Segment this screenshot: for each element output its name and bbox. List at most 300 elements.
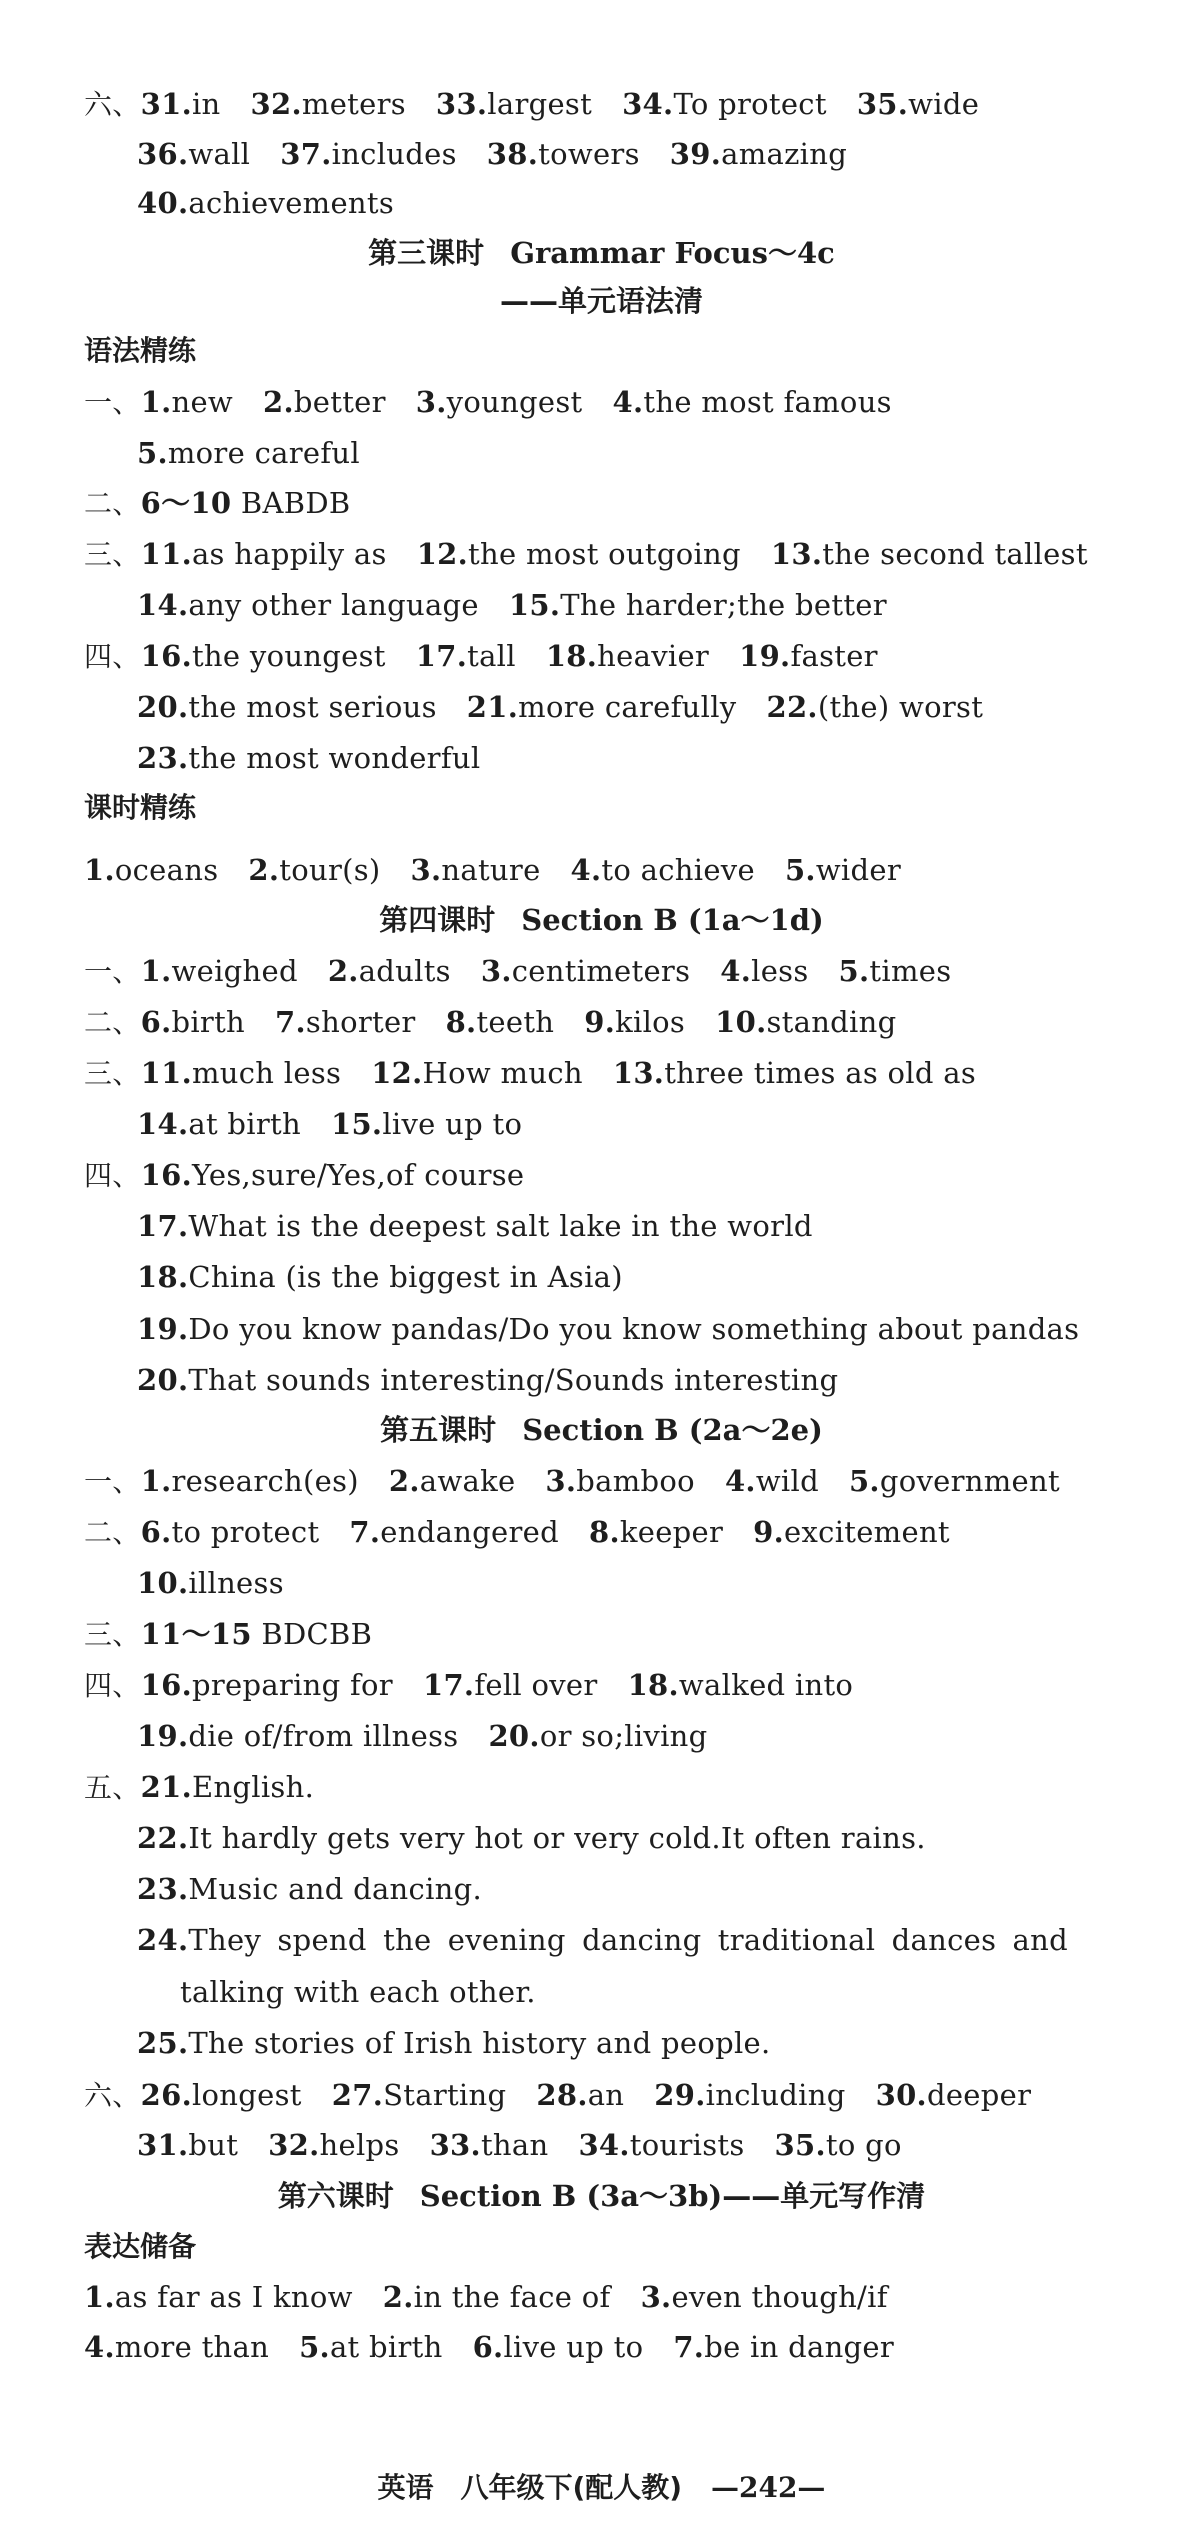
question-number: 31.	[137, 2128, 189, 2162]
answer-text: teeth	[476, 1005, 555, 1039]
answer-item	[137, 1363, 838, 1397]
answer-text: walked into	[678, 1668, 854, 1702]
heading-lesson: 第六课时	[277, 2179, 394, 2213]
part-prefix: 二、	[84, 1516, 141, 1549]
part-prefix: 四、	[84, 640, 141, 673]
answer-item	[141, 1515, 320, 1549]
answer-item	[141, 1668, 393, 1702]
answer-line	[137, 1716, 708, 1756]
answer-line	[137, 2023, 771, 2063]
answer-item	[137, 2128, 238, 2162]
question-number: 10.	[137, 1566, 189, 1600]
answer-text: more than	[114, 2330, 270, 2364]
answer-text: talking with each other.	[180, 1975, 536, 2009]
footer-page-number: —242—	[710, 2471, 826, 2504]
answer-item	[739, 639, 878, 673]
answer-text: be in danger	[704, 2330, 895, 2364]
answer-text: deeper	[926, 2078, 1032, 2112]
answer-item	[349, 1515, 559, 1549]
question-number: 17.	[137, 1209, 189, 1243]
question-number: 35.	[856, 87, 909, 121]
answer-item	[328, 954, 451, 988]
answer-item	[137, 741, 480, 775]
answer-line	[137, 433, 360, 473]
question-number: 13.	[770, 537, 823, 571]
answer-line	[84, 1665, 853, 1706]
answer-item	[141, 1005, 245, 1039]
answer-item	[137, 1566, 284, 1600]
question-number: 13.	[612, 1056, 665, 1090]
question-number: 5.	[137, 436, 168, 470]
answer-text: preparing for	[191, 1668, 393, 1702]
heading-section: Grammar Focus～4c	[510, 236, 835, 270]
answer-item	[546, 639, 709, 673]
answer-item	[417, 537, 741, 571]
answer-item	[775, 2128, 902, 2162]
question-number: 8.	[445, 1005, 477, 1039]
answer-text: even though/if	[671, 2280, 888, 2314]
question-number: 23.	[137, 741, 189, 775]
answer-item	[251, 87, 406, 121]
answer-item	[141, 2078, 302, 2112]
answer-line	[137, 1104, 522, 1144]
question-number: 16.	[140, 1668, 192, 1702]
heading-lesson: 第五课时	[380, 1413, 497, 1447]
answer-text: die of/from illness	[188, 1719, 459, 1753]
answer-text: meters	[301, 87, 406, 121]
answer-item	[839, 954, 952, 988]
answer-item	[137, 2026, 771, 2060]
answer-item	[275, 1005, 416, 1039]
question-number: 18.	[545, 639, 598, 673]
answer-item	[771, 537, 1088, 571]
answer-text: The harder;the better	[560, 588, 887, 622]
answer-line	[137, 2125, 902, 2165]
question-number: 11.	[140, 1056, 192, 1090]
answer-line	[137, 1869, 482, 1909]
section-heading	[0, 900, 1203, 940]
answer-line	[84, 1767, 314, 1808]
answer-item	[613, 385, 892, 419]
answer-text: standing	[766, 1005, 897, 1039]
answer-item	[137, 1260, 623, 1294]
answer-text: the most outgoing	[468, 537, 741, 571]
answer-item	[473, 2330, 644, 2364]
answer-line	[84, 2327, 894, 2367]
answer-item	[137, 1821, 926, 1855]
answer-text: wide	[908, 87, 980, 121]
answer-item	[536, 2078, 624, 2112]
answer-text: The stories of Irish history and people.	[188, 2026, 771, 2060]
answer-item	[137, 1107, 301, 1141]
answer-item	[263, 385, 386, 419]
answer-item	[725, 1464, 819, 1498]
question-number: 1.	[84, 2280, 115, 2314]
answer-text: achievements	[188, 186, 395, 220]
answer-text: Do you know pandas/Do you know something about pandas	[188, 1312, 1080, 1346]
answer-text: English.	[191, 1770, 315, 1804]
answer-text: birth	[171, 1005, 246, 1039]
answer-item	[137, 690, 437, 724]
answer-item	[488, 1719, 707, 1753]
answer-item	[137, 436, 360, 470]
answer-text: fell over	[474, 1668, 598, 1702]
answer-line	[137, 183, 394, 223]
answer-text: excitement	[784, 1515, 950, 1549]
question-number: 18.	[627, 1668, 679, 1702]
answer-text: live up to	[503, 2330, 644, 2364]
answer-line	[84, 483, 351, 524]
answer-text: three times as old as	[664, 1056, 977, 1090]
heading-section: Section B (1a～1d)	[521, 903, 824, 937]
answer-item	[137, 137, 250, 171]
answer-item	[84, 853, 218, 887]
question-number: 5.	[848, 1464, 880, 1498]
section-heading	[0, 233, 1203, 273]
question-number: 38.	[486, 137, 539, 171]
question-number: 32.	[268, 2128, 320, 2162]
answer-text: oceans	[114, 853, 219, 887]
question-number: 10.	[715, 1005, 767, 1039]
question-number: 25.	[137, 2026, 189, 2060]
answer-text: kilos	[615, 1005, 686, 1039]
answer-text: shorter	[305, 1005, 416, 1039]
answer-text: towers	[538, 137, 640, 171]
answer-text: China (is the biggest in Asia)	[188, 1260, 623, 1294]
answer-line	[137, 134, 847, 174]
answer-text: any other language	[188, 588, 479, 622]
answer-item	[613, 1056, 976, 1090]
answer-text: helps	[319, 2128, 400, 2162]
question-number: 20.	[488, 1719, 540, 1753]
answer-line	[84, 1002, 896, 1043]
answer-text: to achieve	[601, 853, 755, 887]
question-number: 14.	[137, 1107, 189, 1141]
heading-lesson: 第四课时	[379, 903, 496, 937]
answer-line	[137, 1257, 623, 1297]
question-number: 17.	[422, 1668, 475, 1702]
question-number: 14.	[137, 588, 189, 622]
footer-grade: 八年级下(配人教)	[460, 2471, 683, 2504]
question-number: 15.	[330, 1107, 383, 1141]
question-number: 20.	[137, 1363, 189, 1397]
question-number: 6.	[472, 2330, 504, 2364]
question-number: 28.	[536, 2078, 588, 2112]
answer-item	[84, 2280, 353, 2314]
answer-text: That sounds interesting/Sounds interesting	[188, 1363, 839, 1397]
question-number: 5.	[838, 954, 870, 988]
answer-line	[84, 1155, 524, 1196]
part-prefix: 四、	[84, 1669, 141, 1702]
answer-text: longest	[191, 2078, 302, 2112]
answer-item	[248, 853, 380, 887]
answer-item	[141, 1056, 342, 1090]
answer-item	[141, 87, 221, 121]
answer-line	[84, 1512, 950, 1553]
answer-text: largest	[487, 87, 593, 121]
answer-item	[715, 1005, 896, 1039]
part-prefix: 一、	[84, 386, 141, 419]
answer-text: wider	[815, 853, 901, 887]
question-number: 3.	[545, 1464, 577, 1498]
answer-text: keeper	[619, 1515, 724, 1549]
answer-text: the second tallest	[822, 537, 1088, 571]
part-prefix: 三、	[84, 1618, 141, 1651]
answer-item	[766, 690, 983, 724]
answer-item	[141, 385, 233, 419]
answer-item	[137, 588, 479, 622]
question-number: 3.	[415, 385, 447, 419]
answer-item	[571, 853, 755, 887]
answer-text: amazing	[721, 137, 848, 171]
answer-item	[84, 2330, 269, 2364]
answer-item	[436, 87, 592, 121]
question-number: 34.	[578, 2128, 630, 2162]
answer-item	[137, 1719, 458, 1753]
answer-text: in	[191, 87, 221, 121]
answer-item	[785, 853, 901, 887]
section-heading	[0, 2176, 1203, 2216]
answer-text: including	[705, 2078, 846, 2112]
answer-text: as far as I know	[114, 2280, 353, 2314]
answer-text: but	[188, 2128, 239, 2162]
answer-line	[84, 1614, 372, 1655]
answer-item	[137, 1923, 1068, 1957]
subsection-title: 表达储备	[84, 2230, 197, 2263]
answer-text: Yes,sure/Yes,of course	[191, 1158, 525, 1192]
answer-text: It hardly gets very hot or very cold.It often rains.	[188, 1821, 926, 1855]
part-prefix: 四、	[84, 1159, 141, 1192]
answer-text: weighed	[171, 954, 298, 988]
answer-text: than	[480, 2128, 549, 2162]
answer-item	[589, 1515, 723, 1549]
answer-text: tall	[467, 639, 516, 673]
question-number: 16.	[140, 1158, 192, 1192]
question-number: 30.	[875, 2078, 927, 2112]
question-number: 16.	[140, 639, 192, 673]
answer-item	[141, 1770, 315, 1804]
answer-line	[84, 382, 892, 423]
answer-item	[280, 137, 457, 171]
question-number: 22.	[766, 690, 818, 724]
part-prefix: 六、	[84, 2079, 141, 2112]
answer-text: Starting	[383, 2078, 507, 2112]
answer-line	[84, 2075, 1031, 2116]
answer-item	[371, 1056, 583, 1090]
section-heading	[0, 281, 1203, 321]
answer-item	[416, 385, 583, 419]
question-number: 4.	[570, 853, 602, 887]
question-number: 33.	[429, 2128, 481, 2162]
question-number: 40.	[137, 186, 189, 220]
part-prefix: 二、	[84, 1006, 141, 1039]
question-number: 11.	[140, 537, 192, 571]
answer-text: an	[587, 2078, 625, 2112]
part-prefix: 一、	[84, 955, 141, 988]
answer-text: How much	[422, 1056, 583, 1090]
answer-item	[141, 1617, 373, 1651]
question-number: 12.	[371, 1056, 423, 1090]
answer-text: better	[293, 385, 386, 419]
answer-text: at birth	[329, 2330, 443, 2364]
question-number: 4.	[612, 385, 644, 419]
answer-text: heavier	[597, 639, 710, 673]
answer-text: BDCBB	[251, 1617, 373, 1651]
answer-item	[430, 2128, 549, 2162]
part-prefix: 三、	[84, 538, 141, 571]
answer-item	[628, 1668, 854, 1702]
answer-text: nature	[441, 853, 541, 887]
answer-text: the most serious	[188, 690, 437, 724]
part-prefix: 三、	[84, 1057, 141, 1090]
answer-text: centimeters	[511, 954, 691, 988]
answer-item	[753, 1515, 950, 1549]
question-number: 17.	[415, 639, 468, 673]
answer-item	[137, 186, 394, 220]
question-number: 2.	[263, 385, 294, 419]
answer-text: or so;living	[539, 1719, 708, 1753]
question-number: 34.	[622, 87, 674, 121]
answer-item	[141, 1158, 525, 1192]
answer-item	[180, 1975, 536, 2009]
answer-item	[141, 954, 298, 988]
page-footer	[0, 2468, 1203, 2508]
question-number: 33.	[435, 87, 488, 121]
answer-item	[416, 639, 516, 673]
answer-text: more carefully	[518, 690, 737, 724]
heading-subtitle: ——单元写作清	[722, 2179, 926, 2213]
question-number: 4.	[84, 2330, 115, 2364]
answer-line	[180, 1972, 536, 2012]
answer-text: to go	[825, 2128, 902, 2162]
answer-line	[137, 1360, 838, 1400]
answer-text: more careful	[167, 436, 360, 470]
answer-item	[331, 1107, 522, 1141]
answer-line	[84, 84, 979, 125]
answer-item	[137, 1872, 482, 1906]
answer-item	[578, 2128, 744, 2162]
question-number: 15.	[508, 588, 561, 622]
subsection-title: 语法精练	[84, 334, 197, 367]
answer-item	[141, 639, 386, 673]
question-number: 7.	[275, 1005, 306, 1039]
question-number: 9.	[753, 1515, 785, 1549]
answer-text: To protect	[673, 87, 827, 121]
answer-item	[849, 1464, 1060, 1498]
answer-item	[137, 1312, 1079, 1346]
question-number: 19.	[137, 1312, 189, 1346]
answer-line	[137, 687, 983, 727]
question-number: 29.	[654, 2078, 706, 2112]
question-number: 19.	[739, 639, 791, 673]
answer-item	[481, 954, 690, 988]
answer-text: new	[171, 385, 234, 419]
subsection-title: 课时精练	[84, 791, 197, 824]
answer-text: tour(s)	[279, 853, 381, 887]
question-number: 5.	[299, 2330, 330, 2364]
question-number: 8.	[588, 1515, 620, 1549]
question-number: 5.	[784, 853, 816, 887]
answer-item	[141, 486, 351, 520]
answer-text: as happily as	[191, 537, 387, 571]
answer-item	[876, 2078, 1032, 2112]
question-number: 6～10	[140, 486, 232, 520]
question-number: 7.	[673, 2330, 705, 2364]
answer-line	[137, 1309, 1079, 1349]
answer-item	[383, 2280, 611, 2314]
answer-text: They spend the evening dancing traditional dances and	[188, 1923, 1068, 1957]
footer-subject: 英语	[377, 2471, 434, 2504]
question-number: 2.	[248, 853, 280, 887]
question-number: 9.	[584, 1005, 616, 1039]
answer-text: research(es)	[171, 1464, 359, 1498]
answer-item	[141, 537, 387, 571]
answer-item	[720, 954, 808, 988]
question-number: 2.	[382, 2280, 414, 2314]
part-prefix: 一、	[84, 1465, 141, 1498]
question-number: 31.	[140, 87, 192, 121]
question-number: 4.	[724, 1464, 756, 1498]
heading-section: Section B (3a～3b)	[419, 2179, 723, 2213]
answer-text: illness	[188, 1566, 284, 1600]
answer-item	[446, 1005, 555, 1039]
answer-item	[622, 87, 827, 121]
answer-line	[84, 1053, 976, 1094]
question-number: 11～15	[140, 1617, 252, 1651]
question-number: 2.	[388, 1464, 420, 1498]
answer-line	[137, 1818, 926, 1858]
question-number: 4.	[720, 954, 752, 988]
answer-text: much less	[191, 1056, 342, 1090]
question-number: 1.	[140, 385, 172, 419]
answer-line	[137, 738, 480, 778]
answer-text: endangered	[380, 1515, 559, 1549]
answer-text: tourists	[629, 2128, 745, 2162]
answer-line	[84, 636, 878, 677]
section-heading	[0, 1410, 1203, 1450]
question-number: 20.	[137, 690, 189, 724]
heading-lesson: ——单元语法清	[499, 284, 703, 318]
answer-text: (the) worst	[817, 690, 984, 724]
answer-text: wild	[755, 1464, 819, 1498]
answer-text: awake	[419, 1464, 516, 1498]
answer-item	[141, 1464, 359, 1498]
question-number: 21.	[140, 1770, 192, 1804]
question-number: 6.	[140, 1005, 172, 1039]
answer-line	[137, 585, 887, 625]
question-number: 1.	[140, 1464, 172, 1498]
answer-text: government	[879, 1464, 1060, 1498]
answer-text: the most famous	[643, 385, 892, 419]
answer-text: BABDB	[231, 486, 351, 520]
answer-item	[857, 87, 979, 121]
answer-text: bamboo	[576, 1464, 695, 1498]
part-prefix: 六、	[84, 88, 141, 121]
question-number: 35.	[774, 2128, 826, 2162]
question-number: 7.	[349, 1515, 381, 1549]
answer-line	[84, 2277, 888, 2317]
answer-text: to protect	[171, 1515, 320, 1549]
question-number: 2.	[327, 954, 359, 988]
answer-line	[84, 534, 1088, 575]
question-number: 24.	[137, 1923, 189, 1957]
question-number: 37.	[280, 137, 332, 171]
answer-item	[673, 2330, 894, 2364]
answer-text: in the face of	[413, 2280, 611, 2314]
answer-text: at birth	[188, 1107, 301, 1141]
answer-item	[584, 1005, 685, 1039]
answer-line	[84, 850, 901, 890]
